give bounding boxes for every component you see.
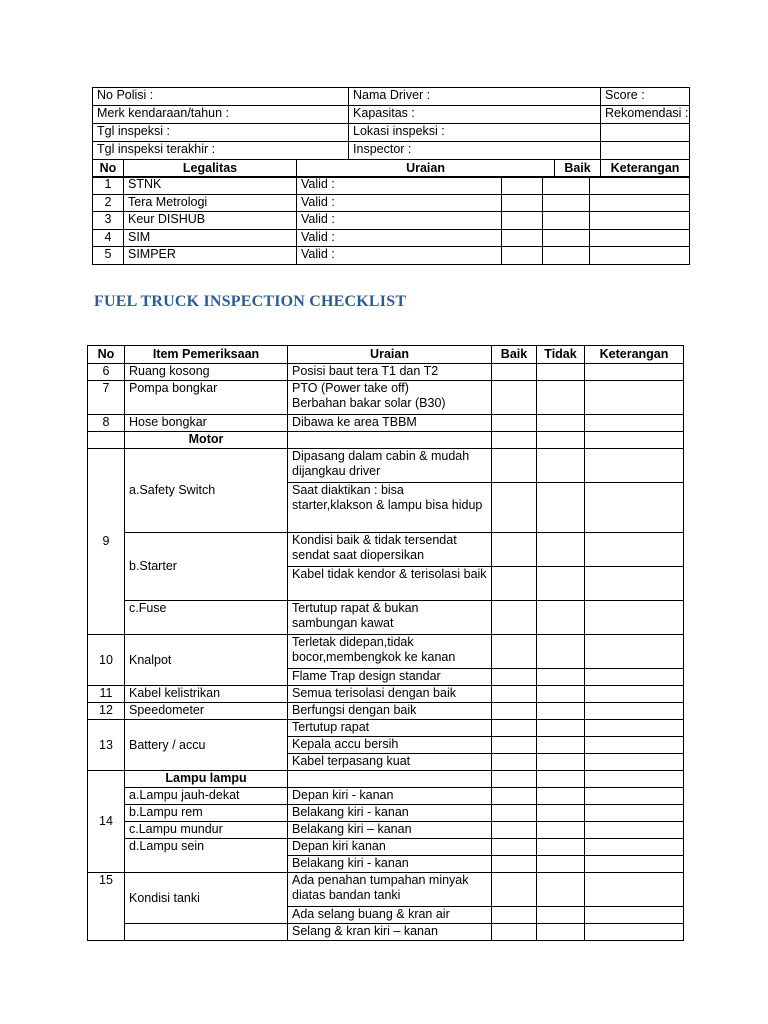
row-no: 3 — [93, 212, 124, 230]
baik-checkbox[interactable] — [492, 601, 537, 635]
tidak-checkbox[interactable] — [537, 449, 585, 483]
table-row — [93, 212, 690, 230]
keterangan-field[interactable] — [585, 533, 684, 567]
row-uraian: PTO (Power take off) Berbahan bakar solar (B30) — [288, 381, 492, 415]
col-header-baik: Baik — [555, 160, 601, 178]
row-uraian: Belakang kiri - kanan — [288, 805, 492, 822]
row-item: b.Starter — [125, 533, 288, 601]
keterangan-field[interactable] — [585, 873, 684, 907]
baik-checkbox[interactable] — [492, 839, 537, 856]
keterangan-field[interactable] — [590, 229, 690, 247]
header-row — [93, 142, 690, 160]
keterangan-field[interactable] — [585, 788, 684, 805]
lokasi-inspeksi-field[interactable]: Lokasi inspeksi : — [349, 124, 601, 142]
row-uraian: Flame Trap design standar — [288, 669, 492, 686]
keterangan-field[interactable] — [585, 635, 684, 669]
empty-cell — [288, 771, 492, 788]
baik-checkbox[interactable] — [492, 924, 537, 941]
checklist-header-row — [88, 346, 684, 364]
row-uraian: Tertutup rapat — [288, 720, 492, 737]
row-uraian: Belakang kiri – kanan — [288, 822, 492, 839]
col-header-keterangan: Keterangan — [585, 346, 684, 364]
table-row — [88, 635, 684, 669]
merk-field[interactable]: Merk kendaraan/tahun : — [93, 106, 349, 124]
col-header-tidak: Tidak — [537, 346, 585, 364]
keterangan-field[interactable] — [585, 720, 684, 737]
section-heading-lampu: Lampu lampu — [125, 771, 288, 788]
keterangan-field[interactable] — [585, 771, 684, 788]
row-uraian[interactable]: Valid : — [297, 177, 502, 195]
keterangan-field[interactable] — [585, 601, 684, 635]
tidak-checkbox[interactable] — [537, 567, 585, 601]
row-no: 4 — [93, 229, 124, 247]
row-uraian[interactable]: Valid : — [297, 247, 502, 265]
section-row — [88, 432, 684, 449]
table-row — [88, 449, 684, 483]
baik-checkbox[interactable] — [492, 720, 537, 737]
keterangan-field[interactable] — [585, 364, 684, 381]
tidak-checkbox[interactable] — [537, 805, 585, 822]
baik-checkbox[interactable] — [492, 754, 537, 771]
row-item: Battery / accu — [125, 720, 288, 771]
header-row — [93, 88, 690, 106]
row-uraian[interactable]: Valid : — [297, 194, 502, 212]
row-item: Tera Metrologi — [124, 194, 297, 212]
tidak-checkbox[interactable] — [537, 924, 585, 941]
keterangan-field[interactable] — [585, 822, 684, 839]
baik-checkbox[interactable] — [492, 822, 537, 839]
tidak-checkbox[interactable] — [537, 669, 585, 686]
baik-checkbox[interactable] — [502, 177, 543, 195]
row-no: 1 — [93, 177, 124, 195]
col-header-uraian: Uraian — [288, 346, 492, 364]
tidak-checkbox[interactable] — [543, 212, 590, 230]
row-uraian: Dipasang dalam cabin & mudah dijangkau driver — [288, 449, 492, 483]
row-uraian: Ada penahan tumpahan minyak diatas bandan tanki — [288, 873, 492, 907]
table-row — [88, 839, 684, 856]
row-item: c.Lampu mundur — [125, 822, 288, 839]
keterangan-field[interactable] — [585, 856, 684, 873]
table-row — [88, 703, 684, 720]
baik-checkbox[interactable] — [492, 567, 537, 601]
row-uraian: Terletak didepan,tidak bocor,membengkok ke kanan — [288, 635, 492, 669]
keterangan-field[interactable] — [585, 924, 684, 941]
col-header-item: Item Pemeriksaan — [125, 346, 288, 364]
row-uraian: Kabel tidak kendor & terisolasi baik — [288, 567, 492, 601]
row-no: 15 — [88, 873, 125, 941]
keterangan-field[interactable] — [585, 567, 684, 601]
col-header-legalitas: Legalitas — [124, 160, 297, 178]
tidak-checkbox[interactable] — [537, 432, 585, 449]
baik-checkbox[interactable] — [492, 856, 537, 873]
row-no: 14 — [88, 771, 125, 873]
tidak-checkbox[interactable] — [537, 364, 585, 381]
keterangan-field[interactable] — [585, 483, 684, 533]
tidak-checkbox[interactable] — [543, 177, 590, 195]
table-row — [88, 805, 684, 822]
keterangan-field[interactable] — [590, 194, 690, 212]
empty-cell[interactable] — [601, 124, 690, 142]
table-row — [88, 822, 684, 839]
tidak-checkbox[interactable] — [537, 873, 585, 907]
table-row — [88, 381, 684, 415]
keterangan-field[interactable] — [585, 754, 684, 771]
table-row — [88, 686, 684, 703]
row-no: 12 — [88, 703, 125, 720]
row-no: 6 — [88, 364, 125, 381]
table-row — [88, 873, 684, 907]
tidak-checkbox[interactable] — [537, 788, 585, 805]
row-uraian: Belakang kiri - kanan — [288, 856, 492, 873]
tidak-checkbox[interactable] — [537, 415, 585, 432]
row-item: c.Fuse — [125, 601, 288, 635]
baik-checkbox[interactable] — [492, 533, 537, 567]
row-item: d.Lampu sein — [125, 839, 288, 873]
baik-checkbox[interactable] — [492, 669, 537, 686]
baik-checkbox[interactable] — [492, 737, 537, 754]
row-uraian: Semua terisolasi dengan baik — [288, 686, 492, 703]
table-row — [88, 924, 684, 941]
tidak-checkbox[interactable] — [537, 839, 585, 856]
section-heading-motor: Motor — [125, 432, 288, 449]
row-item: Speedometer — [125, 703, 288, 720]
col-header-baik: Baik — [492, 346, 537, 364]
rekomendasi-field[interactable]: Rekomendasi : — [601, 106, 690, 124]
header-row — [93, 106, 690, 124]
baik-checkbox[interactable] — [492, 703, 537, 720]
row-item: Kabel kelistrikan — [125, 686, 288, 703]
col-header-no: No — [88, 346, 125, 364]
keterangan-field[interactable] — [585, 737, 684, 754]
row-item: b.Lampu rem — [125, 805, 288, 822]
row-uraian: Dibawa ke area TBBM — [288, 415, 492, 432]
keterangan-field[interactable] — [585, 805, 684, 822]
baik-checkbox[interactable] — [492, 805, 537, 822]
tidak-checkbox[interactable] — [537, 737, 585, 754]
col-header-uraian: Uraian — [297, 160, 555, 178]
table-row — [88, 533, 684, 567]
row-uraian: Depan kiri kanan — [288, 839, 492, 856]
table-row — [93, 177, 690, 195]
row-no: 9 — [88, 449, 125, 635]
row-no: 11 — [88, 686, 125, 703]
vehicle-info-table — [92, 87, 690, 178]
keterangan-field[interactable] — [585, 686, 684, 703]
baik-checkbox[interactable] — [492, 873, 537, 907]
row-uraian: Posisi baut tera T1 dan T2 — [288, 364, 492, 381]
tidak-checkbox[interactable] — [537, 771, 585, 788]
empty-cell — [288, 432, 492, 449]
keterangan-field[interactable] — [585, 669, 684, 686]
row-item: Keur DISHUB — [124, 212, 297, 230]
keterangan-field[interactable] — [585, 381, 684, 415]
keterangan-field[interactable] — [585, 907, 684, 924]
header-row — [93, 124, 690, 142]
empty-cell[interactable] — [601, 142, 690, 160]
row-item: SIMPER — [124, 247, 297, 265]
row-uraian: Berfungsi dengan baik — [288, 703, 492, 720]
tgl-inspeksi-field[interactable]: Tgl inspeksi : — [93, 124, 349, 142]
baik-checkbox[interactable] — [502, 212, 543, 230]
nama-driver-field[interactable]: Nama Driver : — [349, 88, 601, 106]
keterangan-field[interactable] — [590, 212, 690, 230]
baik-checkbox[interactable] — [492, 364, 537, 381]
empty-cell — [88, 432, 125, 449]
row-item: STNK — [124, 177, 297, 195]
tidak-checkbox[interactable] — [537, 686, 585, 703]
row-uraian: Kepala accu bersih — [288, 737, 492, 754]
section-row — [88, 771, 684, 788]
tidak-checkbox[interactable] — [537, 635, 585, 669]
tidak-checkbox[interactable] — [537, 822, 585, 839]
row-item: a.Lampu jauh-dekat — [125, 788, 288, 805]
tidak-checkbox[interactable] — [537, 533, 585, 567]
inspector-field[interactable]: Inspector : — [349, 142, 601, 160]
baik-checkbox[interactable] — [492, 483, 537, 533]
score-field[interactable]: Score : — [601, 88, 690, 106]
baik-checkbox[interactable] — [492, 771, 537, 788]
tidak-checkbox[interactable] — [543, 229, 590, 247]
tidak-checkbox[interactable] — [537, 856, 585, 873]
row-uraian: Tertutup rapat & bukan sambungan kawat — [288, 601, 492, 635]
table-row — [88, 415, 684, 432]
row-uraian[interactable]: Valid : — [297, 229, 502, 247]
table-row — [93, 229, 690, 247]
row-uraian: Saat diaktikan : bisa starter,klakson & lampu bisa hidup — [288, 483, 492, 533]
row-item: Kondisi tanki — [125, 873, 288, 924]
table-row — [88, 601, 684, 635]
tidak-checkbox[interactable] — [537, 907, 585, 924]
tidak-checkbox[interactable] — [537, 703, 585, 720]
col-header-no: No — [93, 160, 124, 178]
row-item: a.Safety Switch — [125, 449, 288, 533]
baik-checkbox[interactable] — [492, 788, 537, 805]
baik-checkbox[interactable] — [492, 686, 537, 703]
tgl-terakhir-field[interactable]: Tgl inspeksi terakhir : — [93, 142, 349, 160]
kapasitas-field[interactable]: Kapasitas : — [349, 106, 601, 124]
tidak-checkbox[interactable] — [537, 754, 585, 771]
keterangan-field[interactable] — [590, 177, 690, 195]
baik-checkbox[interactable] — [492, 635, 537, 669]
baik-checkbox[interactable] — [492, 381, 537, 415]
row-item: Knalpot — [125, 635, 288, 686]
baik-checkbox[interactable] — [492, 432, 537, 449]
row-item: SIM — [124, 229, 297, 247]
empty-cell — [125, 924, 288, 941]
keterangan-field[interactable] — [585, 432, 684, 449]
row-no: 5 — [93, 247, 124, 265]
table-row — [93, 247, 690, 265]
tidak-checkbox[interactable] — [543, 194, 590, 212]
table-row — [88, 364, 684, 381]
keterangan-field[interactable] — [585, 703, 684, 720]
tidak-checkbox[interactable] — [537, 381, 585, 415]
baik-checkbox[interactable] — [492, 415, 537, 432]
tidak-checkbox[interactable] — [537, 483, 585, 533]
row-no: 10 — [88, 635, 125, 686]
keterangan-field[interactable] — [585, 839, 684, 856]
row-uraian: Kabel terpasang kuat — [288, 754, 492, 771]
checklist-table — [87, 345, 684, 941]
baik-checkbox[interactable] — [492, 449, 537, 483]
baik-checkbox[interactable] — [492, 907, 537, 924]
legalitas-table — [92, 176, 690, 265]
row-uraian[interactable]: Valid : — [297, 212, 502, 230]
legalitas-header-row — [93, 160, 690, 178]
row-uraian: Selang & kran kiri – kanan — [288, 924, 492, 941]
table-row — [88, 788, 684, 805]
row-no: 2 — [93, 194, 124, 212]
row-item: Pompa bongkar — [125, 381, 288, 415]
baik-checkbox[interactable] — [502, 229, 543, 247]
row-item: Hose bongkar — [125, 415, 288, 432]
row-no: 13 — [88, 720, 125, 771]
col-header-keterangan: Keterangan — [601, 160, 690, 178]
page-title: FUEL TRUCK INSPECTION CHECKLIST — [94, 293, 407, 310]
tidak-checkbox[interactable] — [537, 720, 585, 737]
table-row — [88, 720, 684, 737]
baik-checkbox[interactable] — [502, 194, 543, 212]
keterangan-field[interactable] — [585, 415, 684, 432]
row-no: 8 — [88, 415, 125, 432]
row-item: Ruang kosong — [125, 364, 288, 381]
tidak-checkbox[interactable] — [543, 247, 590, 265]
row-uraian: Ada selang buang & kran air — [288, 907, 492, 924]
tidak-checkbox[interactable] — [537, 601, 585, 635]
row-no: 7 — [88, 381, 125, 415]
no-polisi-field[interactable]: No Polisi : — [93, 88, 349, 106]
keterangan-field[interactable] — [585, 449, 684, 483]
keterangan-field[interactable] — [590, 247, 690, 265]
row-uraian: Kondisi baik & tidak tersendat sendat saat diopersikan — [288, 533, 492, 567]
baik-checkbox[interactable] — [502, 247, 543, 265]
table-row — [93, 194, 690, 212]
row-uraian: Depan kiri - kanan — [288, 788, 492, 805]
